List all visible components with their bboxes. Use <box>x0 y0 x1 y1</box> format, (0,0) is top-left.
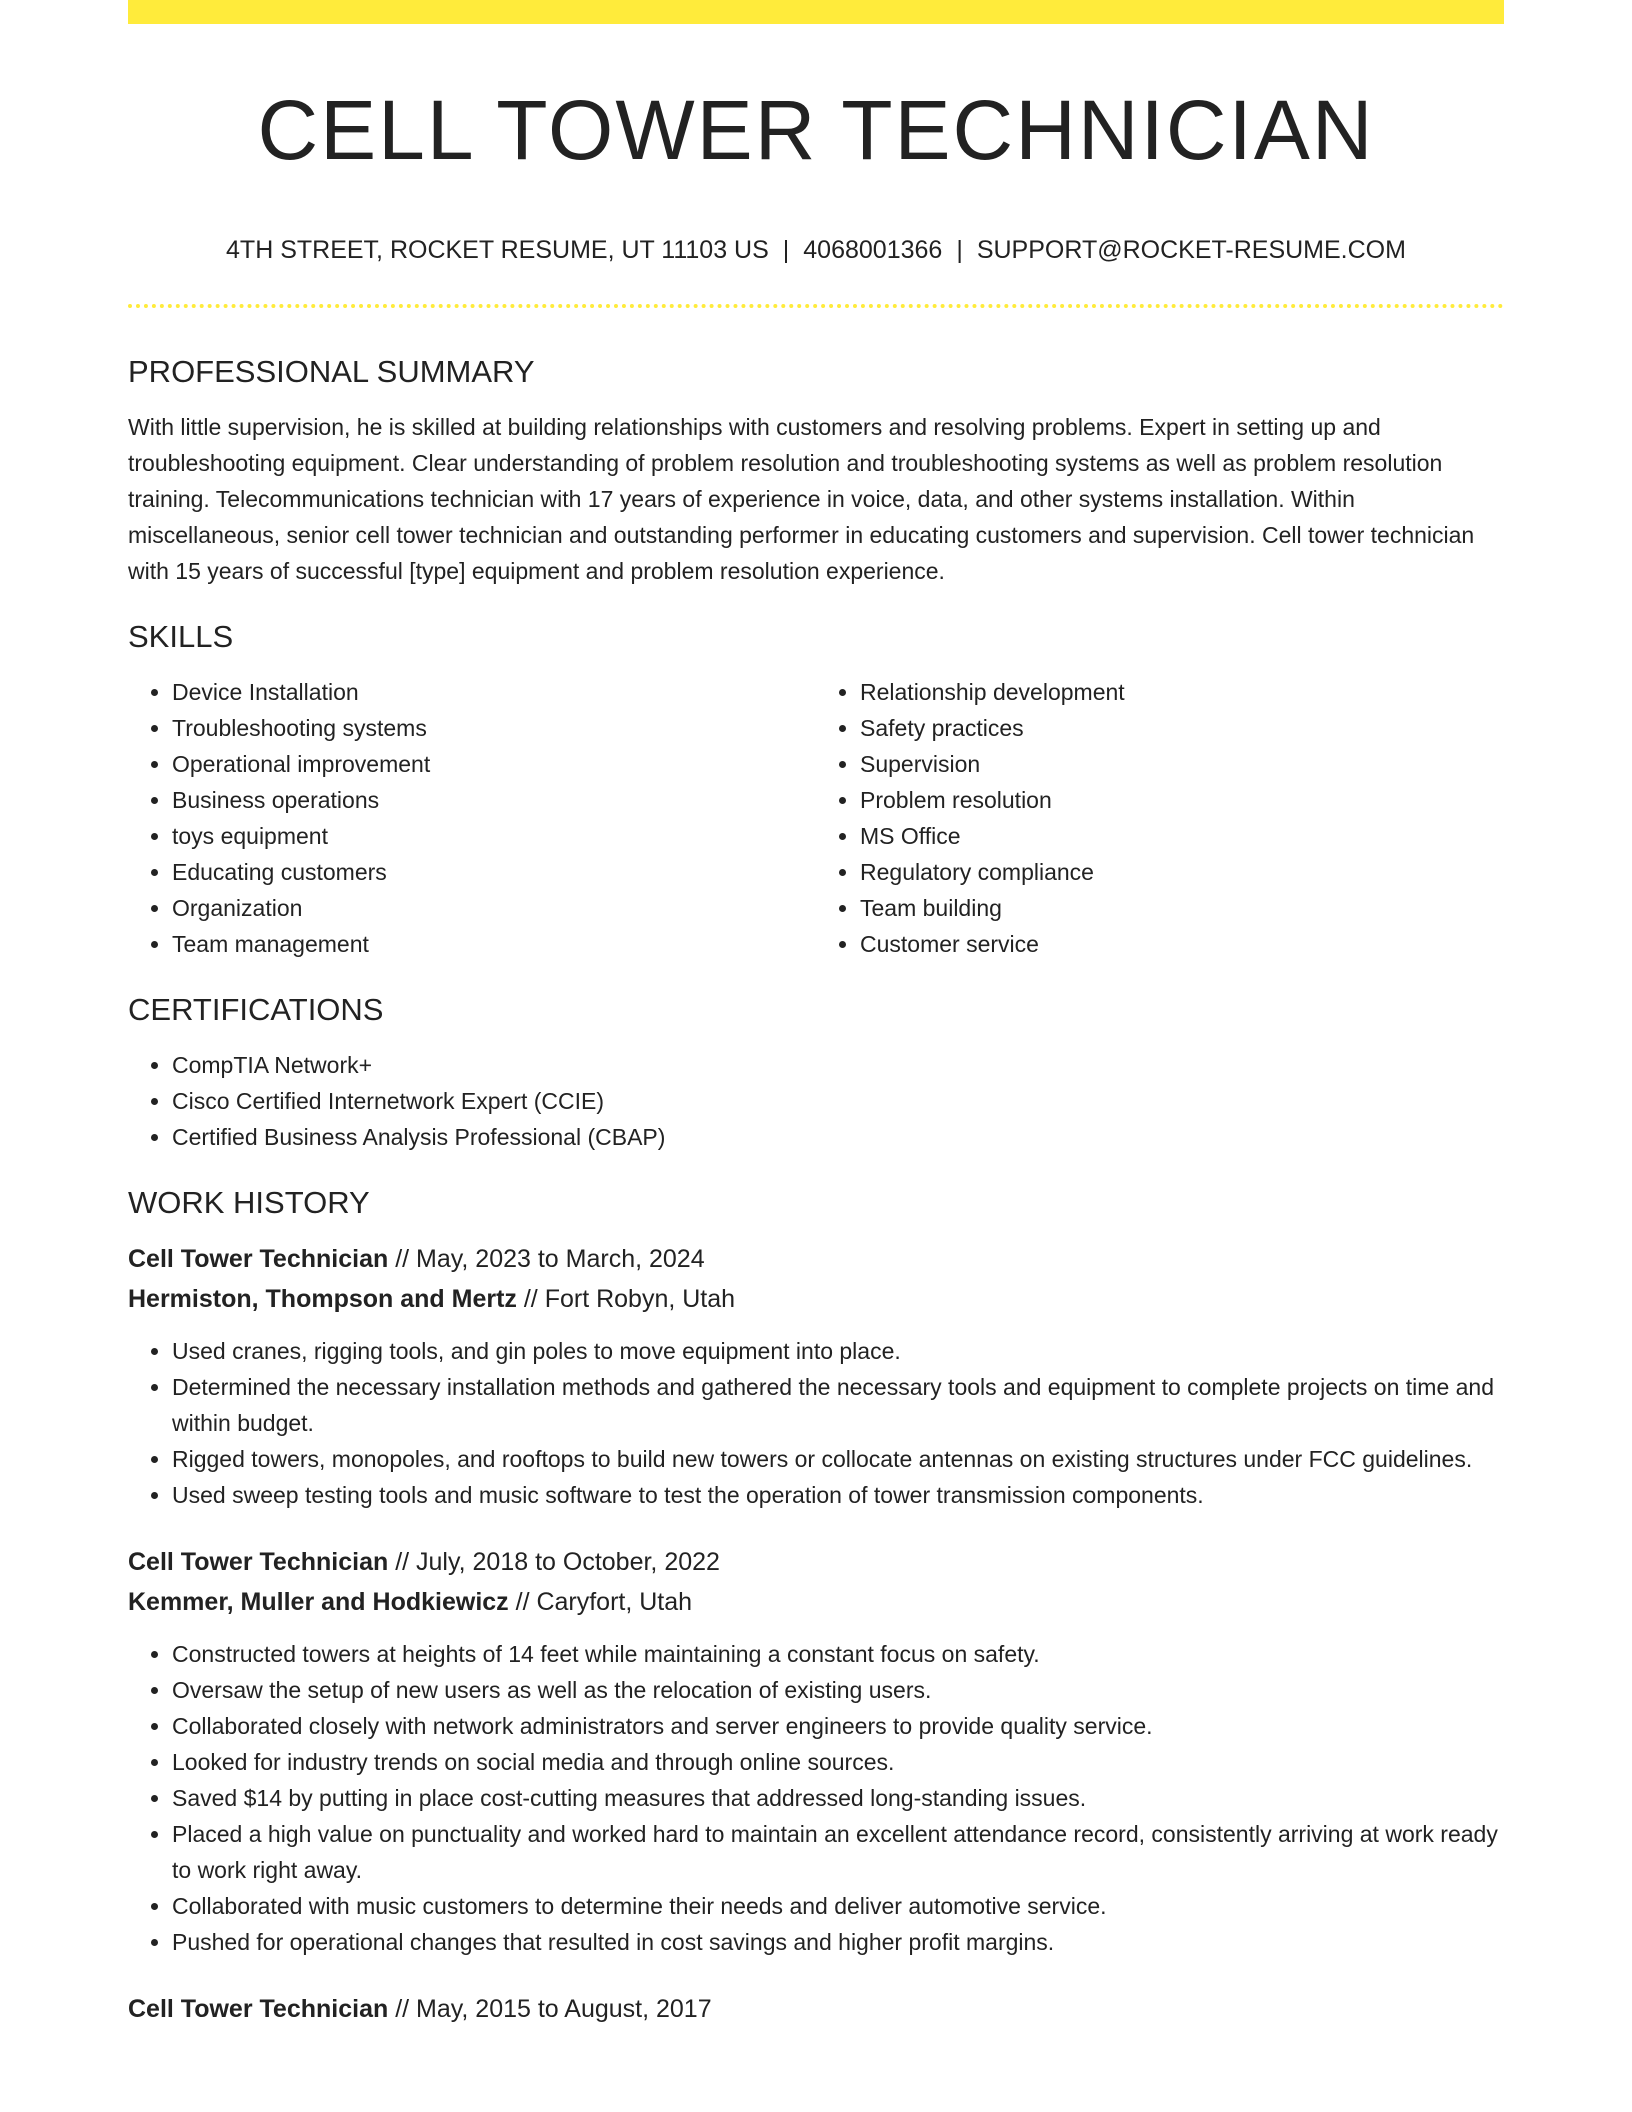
skill-item: • Customer service <box>860 926 1504 962</box>
job-bullet: • Placed a high value on punctuality and worked hard to maintain an excellent attendance record, consistently arriving at work ready to work right away. <box>172 1816 1504 1888</box>
skill-item: • Troubleshooting systems <box>172 710 816 746</box>
job-bullet: • Saved $14 by putting in place cost-cutting measures that addressed long-standing issues. <box>172 1780 1504 1816</box>
skill-item: • Business operations <box>172 782 816 818</box>
job-bullet-list <box>128 1636 1504 1960</box>
job-entry <box>128 1989 1504 2029</box>
email-text: SUPPORT@ROCKET-RESUME.COM <box>976 236 1406 264</box>
page-title: CELL TOWER TECHNICIAN <box>257 83 1375 177</box>
job-location: // Fort Robyn, Utah <box>516 1285 736 1313</box>
summary-heading: PROFESSIONAL SUMMARY <box>128 354 535 389</box>
skill-item: • Relationship development <box>860 674 1504 710</box>
work-history-heading: WORK HISTORY <box>128 1185 370 1220</box>
job-bullet: • Constructed towers at heights of 14 feet while maintaining a constant focus on safety. <box>172 1636 1504 1672</box>
skill-item: • Regulatory compliance <box>860 854 1504 890</box>
job-bullet: • Collaborated with music customers to determine their needs and deliver automotive service. <box>172 1888 1504 1924</box>
contact-separator: | <box>956 236 963 264</box>
certification-item: • Cisco Certified Internetwork Expert (CCIE) <box>172 1083 1504 1119</box>
skill-item: • Supervision <box>860 746 1504 782</box>
resume-content <box>128 0 1504 2029</box>
skill-item: • Educating customers <box>172 854 816 890</box>
header-divider <box>128 304 1504 308</box>
job-entry <box>128 1239 1504 1513</box>
job-bullet: • Determined the necessary installation methods and gathered the necessary tools and equipment to complete projects on time and within budget. <box>172 1369 1504 1441</box>
certification-item: • Certified Business Analysis Professional (CBAP) <box>172 1119 1504 1155</box>
job-bullet: • Used sweep testing tools and music software to test the operation of tower transmission components. <box>172 1477 1504 1513</box>
skill-item: • Team management <box>172 926 816 962</box>
job-bullet: • Looked for industry trends on social media and through online sources. <box>172 1744 1504 1780</box>
job-dates: // May, 2015 to August, 2017 <box>388 1995 712 2023</box>
job-company-line <box>128 1279 1504 1319</box>
job-title-line <box>128 1989 1504 2029</box>
job-dates: // July, 2018 to October, 2022 <box>388 1548 720 1576</box>
job-bullet: • Rigged towers, monopoles, and rooftops to build new towers or collocate antennas on existing structures under FCC guidelines. <box>172 1441 1504 1477</box>
job-title: Cell Tower Technician <box>128 1548 389 1576</box>
skill-item: • Safety practices <box>860 710 1504 746</box>
job-bullet: • Collaborated closely with network administrators and server engineers to provide quality service. <box>172 1708 1504 1744</box>
skill-item: • Organization <box>172 890 816 926</box>
contact-line <box>128 234 1504 266</box>
job-entry <box>128 1542 1504 1960</box>
skill-item: • Device Installation <box>172 674 816 710</box>
summary-text: With little supervision, he is skilled at building relationships with customers and resolving problems. Expert in setting up and troubleshooting equipment. Clear understanding of problem resolution and troubleshooting systems as well as problem resolution training. Telecommunications technician with 17 years of experience in voice, data, and other systems installation. Within miscellaneous, senior cell tower technician and outstanding performer in educating customers and supervision. Cell tower technician with 15 years of successful [type] equipment and problem resolution experience. <box>128 414 1475 584</box>
certification-item: • CompTIA Network+ <box>172 1047 1504 1083</box>
job-title-line <box>128 1542 1504 1582</box>
job-company: Kemmer, Muller and Hodkiewicz <box>128 1588 509 1616</box>
skills-columns <box>128 674 1504 962</box>
skill-item: • Team building <box>860 890 1504 926</box>
job-bullet: • Pushed for operational changes that resulted in cost savings and higher profit margins. <box>172 1924 1504 1960</box>
job-bullet: • Used cranes, rigging tools, and gin poles to move equipment into place. <box>172 1333 1504 1369</box>
skill-item: • Problem resolution <box>860 782 1504 818</box>
job-bullet: • Oversaw the setup of new users as well as the relocation of existing users. <box>172 1672 1504 1708</box>
job-company-line <box>128 1582 1504 1622</box>
certifications-list <box>128 1047 1504 1155</box>
job-bullet-list <box>128 1333 1504 1513</box>
job-title-line <box>128 1239 1504 1279</box>
phone-text: 4068001366 <box>803 236 943 264</box>
job-location: // Caryfort, Utah <box>508 1588 693 1616</box>
skill-item: • MS Office <box>860 818 1504 854</box>
skills-list-right <box>816 674 1504 962</box>
skills-heading: SKILLS <box>128 619 234 654</box>
skill-item: • Operational improvement <box>172 746 816 782</box>
job-dates: // May, 2023 to March, 2024 <box>388 1245 705 1273</box>
job-company: Hermiston, Thompson and Mertz <box>128 1285 517 1313</box>
skill-item: • toys equipment <box>172 818 816 854</box>
address-text: 4TH STREET, ROCKET RESUME, UT 11103 US <box>226 236 769 264</box>
job-title: Cell Tower Technician <box>128 1995 389 2023</box>
job-title: Cell Tower Technician <box>128 1245 389 1273</box>
contact-separator: | <box>782 236 790 264</box>
skills-list-left <box>128 674 816 962</box>
certifications-heading: CERTIFICATIONS <box>128 992 384 1027</box>
